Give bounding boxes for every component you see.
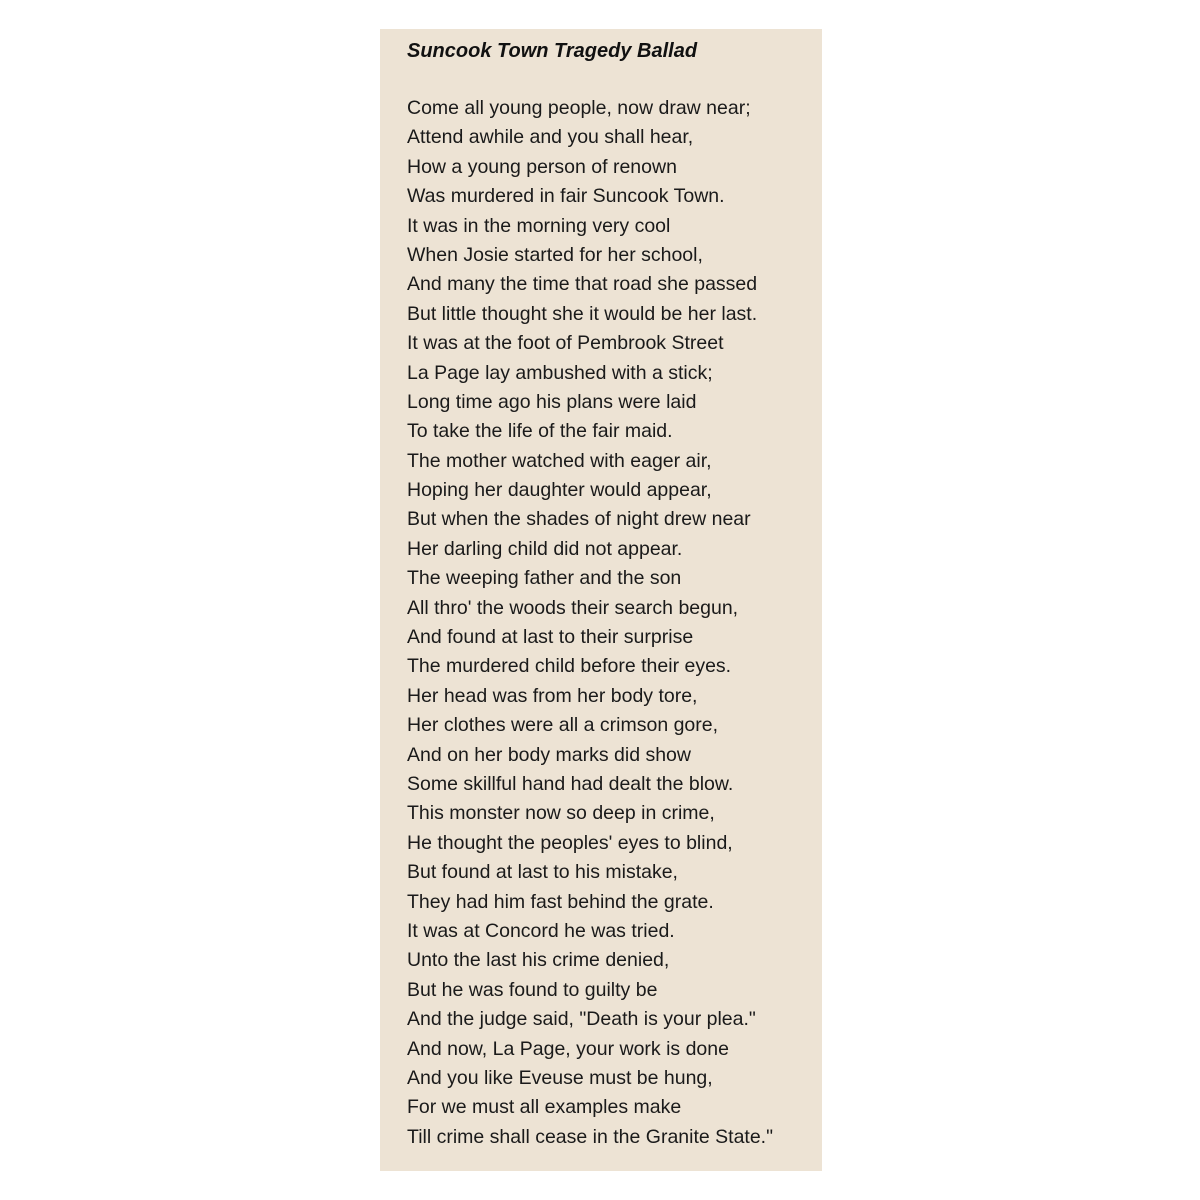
poem-line: It was at Concord he was tried. xyxy=(407,919,675,942)
poem-line: Her darling child did not appear. xyxy=(407,537,683,560)
poem-line: Come all young people, now draw near; xyxy=(407,97,751,119)
poem-line: And many the time that road she passed xyxy=(407,273,758,296)
poem-line: For we must all examples make xyxy=(407,1096,682,1119)
poem-line: They had him fast behind the grate. xyxy=(407,890,714,913)
poem-line: But little thought she it would be her last. xyxy=(407,302,758,325)
poem-line: How a young person of renown xyxy=(407,155,677,178)
poem-line: Her clothes were all a crimson gore, xyxy=(407,714,719,737)
poem-line: La Page lay ambushed with a stick; xyxy=(407,361,713,384)
poem-line: It was at the foot of Pembrook Street xyxy=(407,332,724,355)
poem-line: He thought the peoples' eyes to blind, xyxy=(407,831,733,854)
poem-line: Some skillful hand had dealt the blow. xyxy=(407,772,734,795)
poem-line: Hoping her daughter would appear, xyxy=(407,479,712,502)
poem-card xyxy=(380,29,822,1171)
poem-line: All thro' the woods their search begun, xyxy=(407,596,739,619)
poem-line: This monster now so deep in crime, xyxy=(407,802,715,825)
poem-line: Was murdered in fair Suncook Town. xyxy=(407,185,725,208)
poem-line: And on her body marks did show xyxy=(407,743,691,766)
poem-line: And now, La Page, your work is done xyxy=(407,1037,729,1060)
poem-line: When Josie started for her school, xyxy=(407,243,703,266)
poem-line: The mother watched with eager air, xyxy=(407,449,712,472)
poem-line: Her head was from her body tore, xyxy=(407,684,698,707)
poem-line: But found at last to his mistake, xyxy=(407,861,678,884)
poem-line: To take the life of the fair maid. xyxy=(407,420,673,443)
poem-line: Till crime shall cease in the Granite State." xyxy=(407,1125,774,1148)
poem-line: Unto the last his crime denied, xyxy=(407,949,670,972)
poem-line: The weeping father and the son xyxy=(407,567,682,590)
poem-line: And the judge said, "Death is your plea." xyxy=(407,1008,756,1031)
poem-line: But when the shades of night drew near xyxy=(407,508,751,531)
poem-line: But he was found to guilty be xyxy=(407,978,658,1001)
poem-line: Long time ago his plans were laid xyxy=(407,390,697,413)
poem-line: The murdered child before their eyes. xyxy=(407,655,732,678)
poem-line: And you like Eveuse must be hung, xyxy=(407,1066,713,1089)
poem-line: Attend awhile and you shall hear, xyxy=(407,126,694,149)
poem-lines xyxy=(407,94,773,1152)
poem-line: It was in the morning very cool xyxy=(407,214,671,237)
poem-title: Suncook Town Tragedy Ballad xyxy=(407,40,698,62)
poem-line: And found at last to their surprise xyxy=(407,626,694,649)
